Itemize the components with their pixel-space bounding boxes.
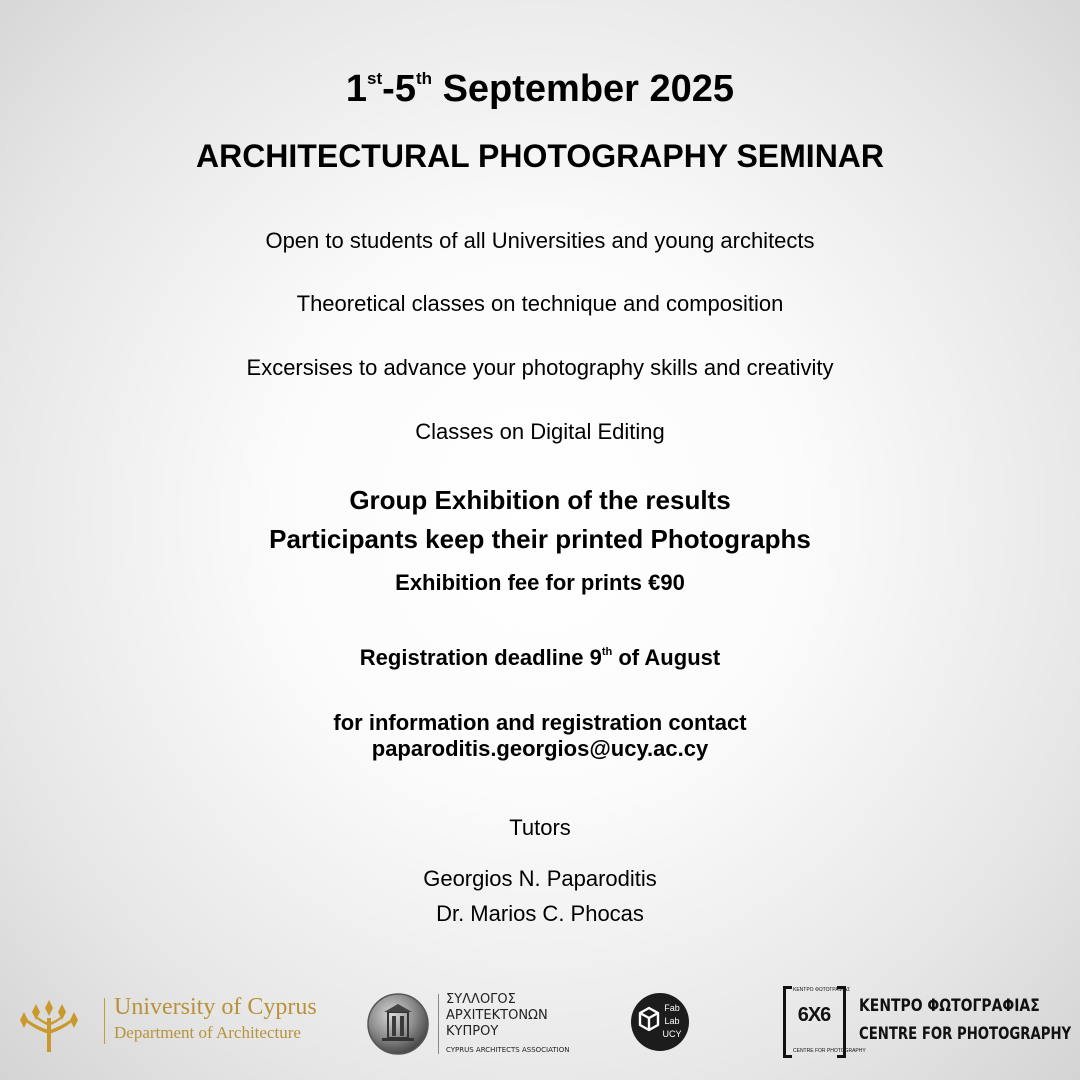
fablab-name: Fab Lab UCY: [662, 1003, 682, 1039]
centre-name-english: CENTRE FOR PHOTOGRAPHY: [859, 1024, 1072, 1044]
contact-email[interactable]: paparoditis.georgios@ucy.ac.cy: [371, 736, 709, 761]
feature-line: Excersises to advance your photography skills and creativity: [246, 355, 834, 380]
logo-divider: [438, 994, 439, 1054]
six-by-six-mark: [783, 984, 866, 1056]
ucy-name: University of Cyprus: [114, 994, 317, 1020]
tutors-heading: Tutors: [509, 815, 571, 840]
mark-tiny-bottom: CENTRE FOR PHOTOGRAPHY: [793, 1048, 866, 1054]
ucy-logo: [18, 990, 318, 1054]
contact-label: for information and registration contact: [333, 710, 747, 735]
feature-line: Theoretical classes on technique and composition: [296, 291, 784, 316]
architects-association-logo: [366, 990, 570, 1058]
highlight-exhibition: Group Exhibition of the results: [349, 485, 731, 515]
coin-emblem-icon: [366, 992, 430, 1056]
feature-line: Open to students of all Universities and young architects: [265, 228, 815, 253]
exhibition-fee: Exhibition fee for prints €90: [395, 570, 685, 595]
registration-deadline: Registration deadline 9th of August: [359, 645, 721, 670]
tutor-name: Dr. Marios C. Phocas: [436, 901, 644, 926]
fablab-logo: [631, 993, 689, 1051]
feature-line: Classes on Digital Editing: [415, 419, 665, 444]
centre-name-greek: ΚΕΝΤΡΟ ΦΩΤΟΓΡΑΦΙΑΣ: [859, 996, 1040, 1016]
seminar-date: 1st-5th September 2025: [345, 68, 735, 110]
ucy-tree-icon: [18, 990, 80, 1054]
architects-association-name: ΣΥΛΛΟΓΟΣ ΑΡΧΙΤΕΚΤΟΝΩΝ ΚΥΠΡΟΥ: [446, 992, 548, 1039]
highlight-prints: Participants keep their printed Photographs: [269, 524, 811, 554]
ucy-department: Department of Architecture: [114, 1023, 301, 1042]
cube-icon: [637, 1005, 661, 1035]
mark-tiny-top: ΚΕΝΤΡΟ ΦΩΤΟΓΡΑΦΙΑΣ: [793, 987, 851, 993]
logo-divider: [104, 998, 105, 1044]
architects-association-subtitle: CYPRUS ARCHITECTS ASSOCIATION: [446, 1046, 570, 1054]
centre-photography-logo: [783, 984, 1073, 1056]
tutor-name: Georgios N. Paparoditis: [423, 866, 657, 891]
mark-text: 6X6: [797, 1004, 831, 1026]
seminar-title: ARCHITECTURAL PHOTOGRAPHY SEMINAR: [195, 138, 885, 174]
